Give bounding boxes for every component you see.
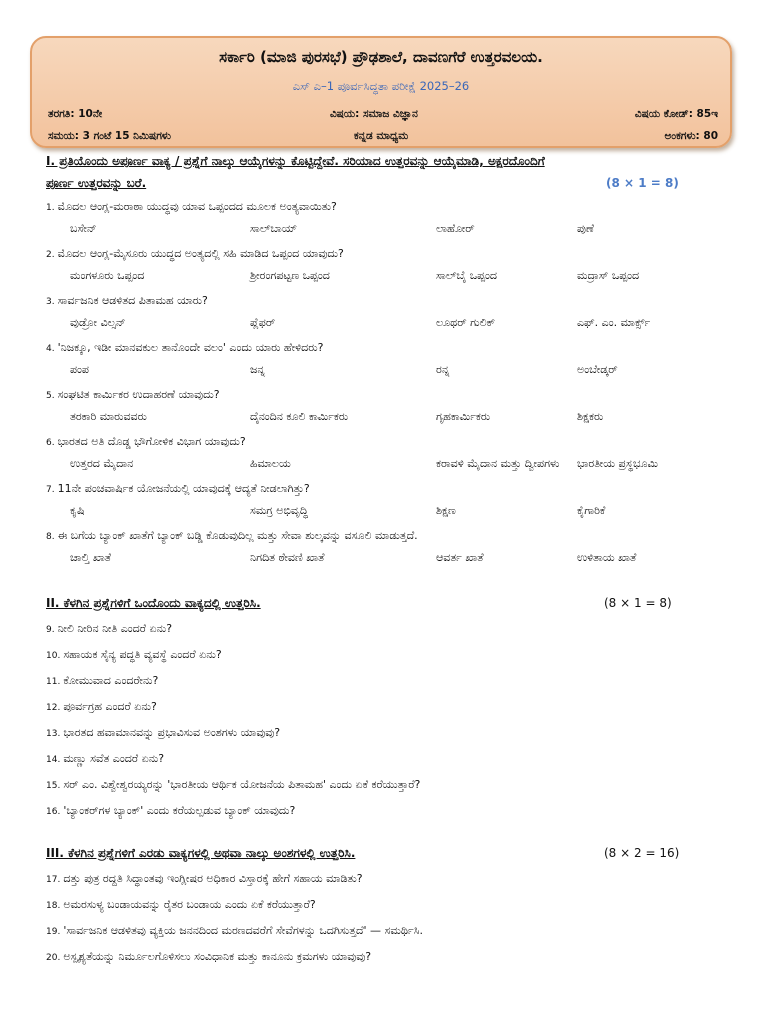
question [46, 872, 363, 886]
question-number: 3. [46, 297, 55, 307]
answer-option: ದೈನಂದಿನ ಕೂಲಿ ಕಾರ್ಮಿಕರು [250, 410, 349, 423]
question [46, 924, 423, 938]
question-number: 7. [46, 485, 55, 495]
school-title: ಸರ್ಕಾರಿ (ಮಾಜಿ ಪುರಸಭೆ) ಪ್ರೌಢಶಾಲೆ, ದಾವಣಗೆರೆ ಉತ್ತರವಲಯ. [219, 48, 543, 66]
question-number: 5. [46, 391, 55, 401]
question-text: ಪೂರ್ವಗ್ರಹ ಎಂದರೆ ಏನು? [63, 700, 157, 713]
marks-label: ಅಂಕಗಳು: 80 [664, 130, 718, 142]
section-1-marks: (8 × 1 = 8) [606, 176, 679, 190]
section-1-instruction-text-2: ಪೂರ್ಣ ಉತ್ತರವನ್ನು ಬರೆ. [46, 176, 147, 190]
question-text: ಅಸ್ಪೃಶ್ಯತೆಯನ್ನು ನಿರ್ಮೂಲಗೊಳಿಸಲು ಸಂವಿಧಾನಿಕ ಮತ್ತು ಕಾನೂನು ಕ್ರಮಗಳು ಯಾವುವು? [63, 950, 372, 963]
question-number: 2. [46, 250, 55, 260]
answer-option: ಕೈಗಾರಿಕೆ [577, 504, 606, 517]
question-text: 11ನೇ ಪಂಚವಾರ್ಷಿಕ ಯೋಜನೆಯಲ್ಲಿ ಯಾವುದಕ್ಕೆ ಆದ್ಯತೆ ನೀಡಲಾಗಿತ್ತು? [57, 482, 310, 495]
answer-option: ಶ್ರೀರಂಗಪಟ್ಟಣ ಒಪ್ಪಂದ [250, 269, 330, 282]
answer-option: ಪಂಪ [70, 363, 89, 376]
question-text: ಸಾರ್ವಜನಿಕ ಆಡಳಿತದ ಪಿತಾಮಹ ಯಾರು? [57, 294, 208, 307]
question-text: ಮೊದಲ ಆಂಗ್ಲ-ಮೈಸೂರು ಯುದ್ಧದ ಅಂತ್ಯದಲ್ಲಿ ಸಹಿ ಮಾಡಿದ ಒಪ್ಪಂದ ಯಾವುದು? [57, 247, 344, 260]
subject-code-label: ವಿಷಯ ಕೋಡ್: 85ಇ [634, 108, 718, 120]
section-1-instruction-text: I. ಪ್ರತಿಯೊಂದು ಅಪೂರ್ಣ ವಾಕ್ಯ / ಪ್ರಶ್ನೆಗೆ ನಾಲ್ಕು ಆಯ್ಕೆಗಳನ್ನು ಕೊಟ್ಟಿದ್ದೇವೆ. ಸರಿಯಾದ ಉತ್ತರವನ್ನು ಆಯ್ಕೆಮಾಡಿ, ಅಕ್ಷರದೊಂದಿಗೆ [46, 154, 545, 168]
section-3-title-text: III. ಕೆಳಗಿನ ಪ್ರಶ್ನೆಗಳಿಗೆ ಎರಡು ವಾಕ್ಯಗಳಲ್ಲಿ ಅಥವಾ ನಾಲ್ಕು ಅಂಶಗಳಲ್ಲಿ ಉತ್ತರಿಸಿ. [46, 846, 356, 860]
question-number: 14. [46, 755, 61, 765]
question-number: 6. [46, 438, 55, 448]
answer-option: ಭಾರತೀಯ ಪ್ರಸ್ಥಭೂಮಿ [577, 457, 659, 470]
answer-option: ನಿಗದಿತ ಠೇವಣಿ ಖಾತೆ [250, 551, 325, 564]
question [46, 950, 371, 964]
class-label: ತರಗತಿ: 10ನೇ [48, 108, 103, 120]
answer-option: ಚಾಲ್ತಿ ಖಾತೆ [70, 551, 111, 564]
question [46, 247, 344, 261]
answer-option: ಕರಾವಳಿ ಮೈದಾನ ಮತ್ತು ದ್ವೀಪಗಳು [436, 457, 560, 470]
question-text: ಭಾರತದ ಹವಾಮಾನವನ್ನು ಪ್ರಭಾವಿಸುವ ಅಂಶಗಳು ಯಾವುವು? [63, 726, 281, 739]
section-2-marks: (8 × 1 = 8) [604, 596, 672, 610]
answer-option: ಸಾಲ್‌ಬೈ ಒಪ್ಪಂದ [436, 269, 497, 282]
question [46, 622, 172, 636]
time-label: ಸಮಯ: 3 ಗಂಟೆ 15 ನಿಮಿಷಗಳು [48, 130, 171, 142]
answer-option: ಉತ್ತರದ ಮೈದಾನ [70, 457, 134, 470]
answer-option: ತರಕಾರಿ ಮಾರುವವರು [70, 410, 147, 423]
answer-option: ಶಿಕ್ಷಣ [436, 504, 456, 517]
question-text: ಮಣ್ಣು ಸವೆತ ಎಂದರೆ ಏನು? [63, 752, 165, 765]
answer-option: ರನ್ನ [436, 363, 450, 376]
subject-label: ವಿಷಯ: ಸಮಾಜ ವಿಜ್ಞಾನ [330, 108, 418, 120]
answer-option: ಗೃಹಕಾರ್ಮಿಕರು [436, 410, 491, 423]
question-number: 12. [46, 703, 61, 713]
section-2-title [46, 596, 261, 611]
section-1-instruction-line-2 [46, 176, 146, 191]
section-3-title [46, 846, 355, 861]
section-1-instruction-line-1 [46, 154, 545, 169]
question-number: 15. [46, 781, 61, 791]
question-text: 'ಬ್ಯಾಂಕರ್‌ಗಳ ಬ್ಯಾಂಕ್' ಎಂದು ಕರೆಯಲ್ಪಡುವ ಬ್ಯಾಂಕ್ ಯಾವುದು? [63, 804, 296, 817]
question [46, 898, 316, 912]
question [46, 674, 158, 688]
question-number: 20. [46, 953, 61, 963]
answer-option: ಉಳಿತಾಯ ಖಾತೆ [577, 551, 637, 564]
question-number: 11. [46, 677, 61, 687]
question [46, 200, 337, 214]
answer-option: ಲಾಹೋರ್ [436, 222, 475, 235]
question-text: ಸಂಘಟಿತ ಕಾರ್ಮಿಕರ ಉದಾಹರಣೆ ಯಾವುದು? [57, 388, 220, 401]
question-text: ಕೋಮುವಾದ ಎಂದರೇನು? [63, 674, 159, 687]
exam-subtitle: ಎಸ್ ಎ–1 ಪೂರ್ವಸಿದ್ಧತಾ ಪರೀಕ್ಷೆ 2025–26 [292, 79, 470, 93]
question-text: ಮೊದಲ ಆಂಗ್ಲ-ಮರಾಠಾ ಯುದ್ಧವು ಯಾವ ಒಪ್ಪಂದದ ಮೂಲಕ ಅಂತ್ಯವಾಯಿತು? [57, 200, 337, 213]
question-number: 17. [46, 875, 61, 885]
answer-option: ಸಾಲ್‌ಬಾಯ್ [250, 222, 298, 235]
question [46, 435, 246, 449]
exam-header [30, 36, 732, 148]
answer-option: ಸಮಗ್ರ ಅಭಿವೃದ್ಧಿ [250, 504, 308, 517]
question-text: ಈ ಬಗೆಯ ಬ್ಯಾಂಕ್ ಖಾತೆಗೆ ಬ್ಯಾಂಕ್ ಬಡ್ಡಿ ಕೊಡುವುದಿಲ್ಲ ಮತ್ತು ಸೇವಾ ಶುಲ್ಕವನ್ನು ವಸೂಲಿ ಮಾಡುತ್ತದೆ. [57, 529, 418, 542]
question [46, 341, 323, 355]
question [46, 388, 220, 402]
answer-option: ಮದ್ರಾಸ್ ಒಪ್ಪಂದ [577, 269, 640, 282]
answer-option: ವುಡ್ರೋ ವಿಲ್ಸನ್ [70, 316, 126, 329]
question [46, 648, 222, 662]
answer-option: ಮಂಗಳೂರು ಒಪ್ಪಂದ [70, 269, 145, 282]
answer-option: ಹಿಮಾಲಯ [250, 457, 291, 470]
question-text: ಸರ್ ಎಂ. ವಿಶ್ವೇಶ್ವರಯ್ಯರನ್ನು 'ಭಾರತೀಯ ಆರ್ಥಿಕ ಯೋಜನೆಯ ಪಿತಾಮಹ' ಎಂದು ಏಕೆ ಕರೆಯುತ್ತಾರೆ? [63, 778, 421, 791]
question-text: 'ಸಾರ್ವಜನಿಕ ಆಡಳಿತವು ವ್ಯಕ್ತಿಯ ಜನನದಿಂದ ಮರಣದವರೆಗೆ ಸೇವೆಗಳನ್ನು ಒದಗಿಸುತ್ತದೆ' — ಸಮರ್ಥಿಸಿ. [63, 924, 423, 937]
question [46, 752, 164, 766]
question-number: 9. [46, 625, 55, 635]
question [46, 294, 208, 308]
question [46, 778, 420, 792]
question-text: ಭಾರತದ ಅತಿ ದೊಡ್ಡ ಭೌಗೋಳಿಕ ವಿಭಾಗ ಯಾವುದು? [57, 435, 246, 448]
question-number: 19. [46, 927, 61, 937]
answer-option: ಅಂಬೇಡ್ಕರ್ [577, 363, 618, 376]
answer-option: ಲೂಥರ್ ಗುಲಿಕ್ [436, 316, 496, 329]
question-text: ಸಹಾಯಕ ಸೈನ್ಯ ಪದ್ಧತಿ ವ್ಯವಸ್ಥೆ ಎಂದರೆ ಏನು? [63, 648, 222, 661]
question [46, 726, 280, 740]
answer-option: ಬಸೇನ್ [70, 222, 97, 235]
section-3-marks: (8 × 2 = 16) [604, 846, 680, 860]
question [46, 529, 418, 543]
question-number: 10. [46, 651, 61, 661]
question-number: 8. [46, 532, 55, 542]
question-text: 'ನಿಜಕ್ಕೂ, ಇಡೀ ಮಾನವಕುಲ ತಾನೊಂದೇ ವಲಂ' ಎಂದು ಯಾರು ಹೇಳಿದರು? [57, 341, 324, 354]
question-number: 16. [46, 807, 61, 817]
answer-option: ಪ್ಲೆಫರ್ [250, 316, 276, 329]
question [46, 482, 310, 496]
answer-option: ಆವರ್ತ ಖಾತೆ [436, 551, 484, 564]
question-text: ಅಮರಸುಳ್ಯ ಬಂಡಾಯವನ್ನು ರೈತರ ಬಂಡಾಯ ಎಂದು ಏಕೆ ಕರೆಯುತ್ತಾರೆ? [63, 898, 316, 911]
question-text: ದತ್ತು ಪುತ್ರ ರದ್ದತಿ ಸಿದ್ಧಾಂತವು ಇಂಗ್ಲೀಷರ ಅಧಿಕಾರ ವಿಸ್ತಾರಕ್ಕೆ ಹೇಗೆ ಸಹಾಯ ಮಾಡಿತು? [63, 872, 363, 885]
question-number: 4. [46, 344, 55, 354]
answer-option: ಪುಣೆ [577, 222, 594, 235]
question [46, 700, 157, 714]
question-number: 1. [46, 203, 55, 213]
answer-option: ಜನ್ನ [250, 363, 265, 376]
medium-label: ಕನ್ನಡ ಮಾಧ್ಯಮ [354, 130, 409, 142]
section-2-title-text: II. ಕೆಳಗಿನ ಪ್ರಶ್ನೆಗಳಿಗೆ ಒಂದೊಂದು ವಾಕ್ಯದಲ್ಲಿ ಉತ್ತರಿಸಿ. [46, 596, 261, 610]
question [46, 804, 295, 818]
question-number: 13. [46, 729, 61, 739]
answer-option: ಶಿಕ್ಷಕರು [577, 410, 604, 423]
answer-option: ಎಫ್. ಎಂ. ಮಾರ್ಕ್ಸ್ [577, 316, 651, 329]
question-number: 18. [46, 901, 61, 911]
answer-option: ಕೃಷಿ [70, 504, 85, 517]
question-text: ನೀಲಿ ನೀರಿನ ನೀತಿ ಎಂದರೆ ಏನು? [57, 622, 173, 635]
